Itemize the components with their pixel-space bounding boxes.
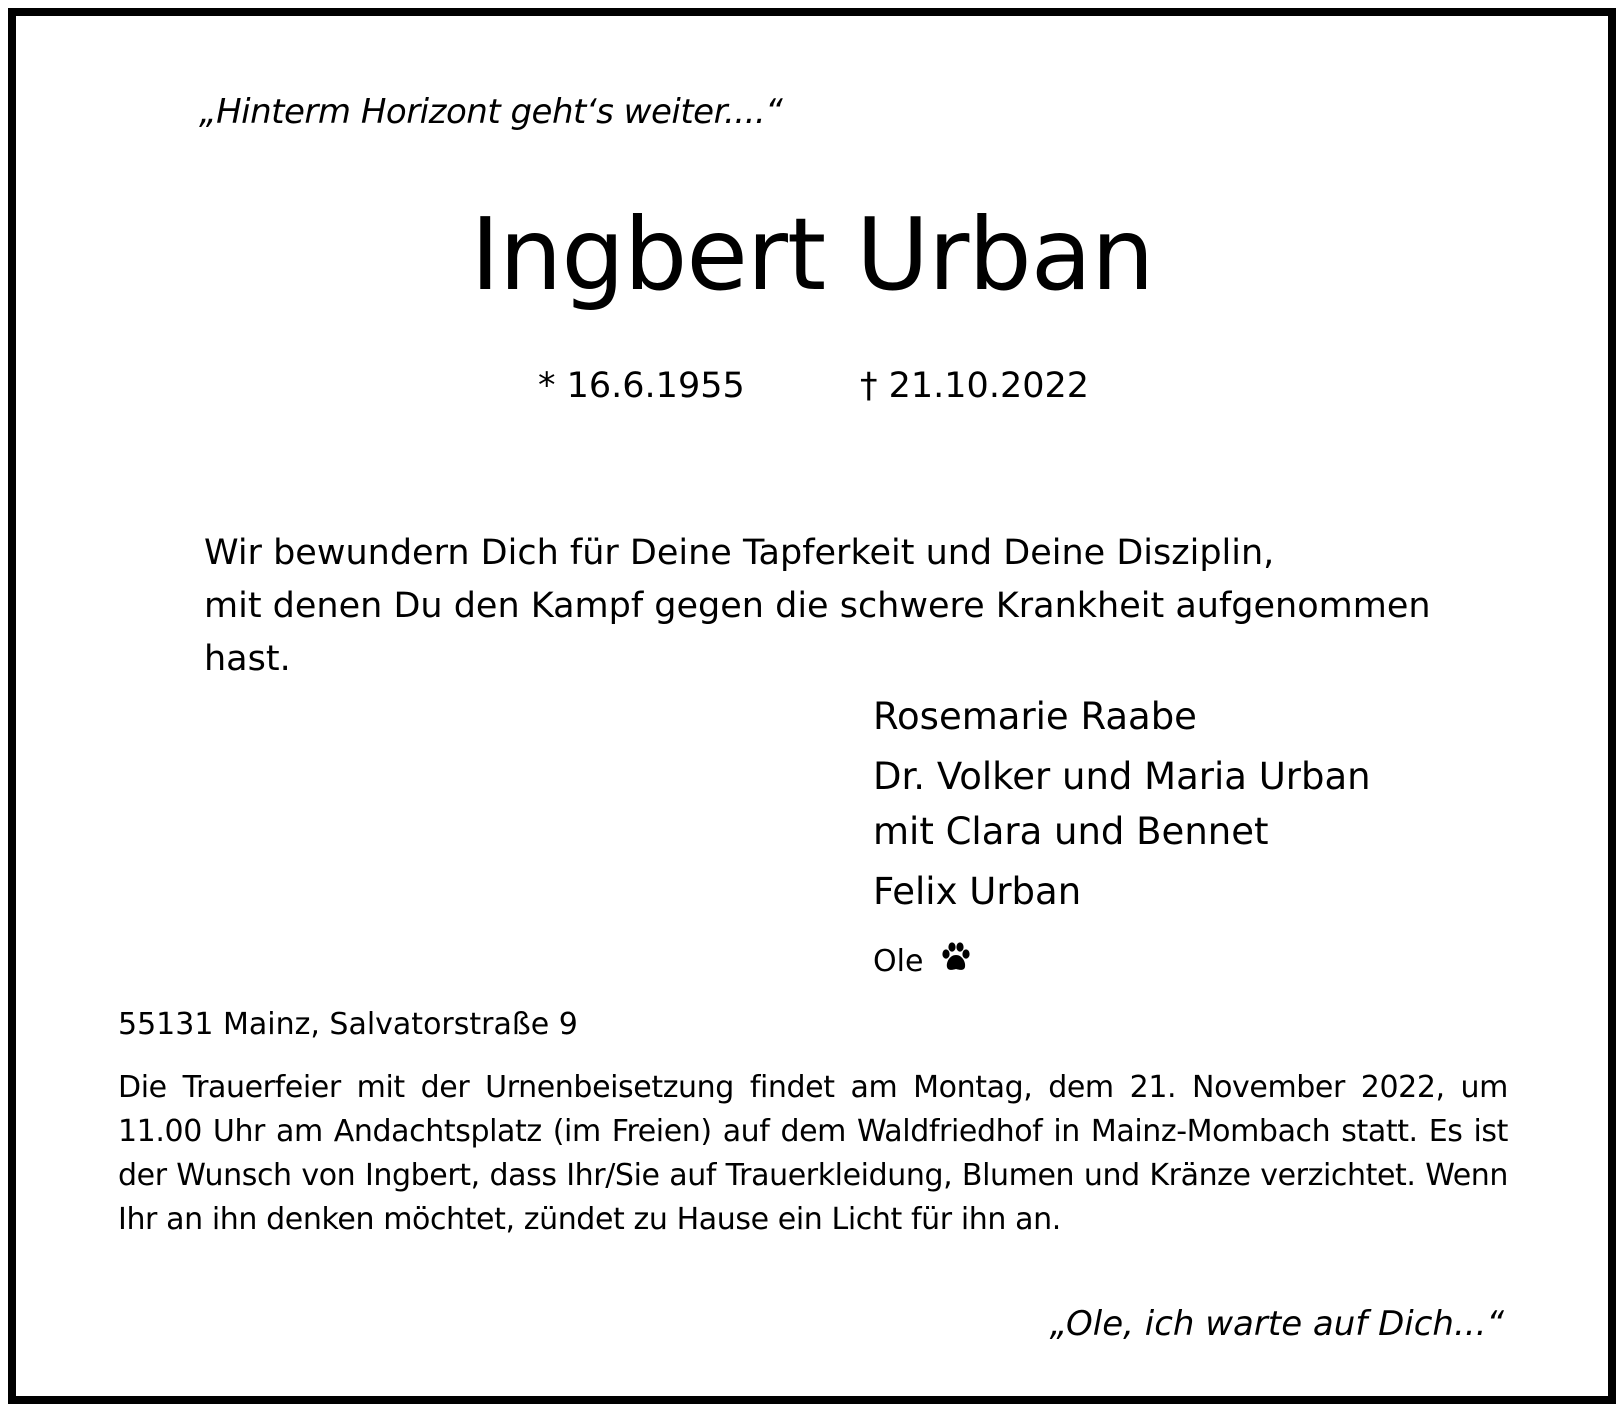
mourner-name: Rosemarie Raabe	[873, 695, 1197, 738]
closing-quote: „Ole, ich warte auf Dich...“	[1049, 1304, 1504, 1344]
pet-entry	[873, 940, 973, 982]
mourner-name: Felix Urban	[873, 870, 1082, 913]
mourner-name: Dr. Volker und Maria Urban	[873, 755, 1371, 798]
tribute-line: mit denen Du den Kampf gegen die schwere Krankheit aufgenommen	[204, 586, 1431, 626]
opening-quote: „Hinterm Horizont geht‘s weiter....“	[199, 92, 783, 132]
mourner-name: mit Clara und Bennet	[873, 810, 1269, 853]
paw-icon	[939, 940, 973, 982]
pet-name: Ole	[873, 943, 924, 979]
funeral-notice: Die Trauerfeier mit der Urnenbeisetzung findet am Montag, dem 21. November 2022, um 11.00 Uhr am Andachtsplatz (im Freien) auf dem Waldfriedhof in Mainz-Mombach statt. Es ist der Wunsch von Ingbert, dass Ihr/Sie auf Trauerkleidung, Blumen und Kränze verzichtet. Wenn Ihr an ihn denken möchtet, zündet zu Hause ein Licht für ihn an.	[118, 1070, 1508, 1237]
tribute-line: hast.	[204, 639, 291, 679]
deceased-name: Ingbert Urban	[470, 196, 1154, 313]
tribute-text	[204, 527, 1431, 686]
address: 55131 Mainz, Salvatorstraße 9	[118, 1007, 578, 1042]
tribute-line: Wir bewundern Dich für Deine Tapferkeit und Deine Disziplin,	[204, 533, 1275, 573]
birth-date: * 16.6.1955	[538, 366, 745, 406]
death-date: † 21.10.2022	[860, 366, 1090, 406]
